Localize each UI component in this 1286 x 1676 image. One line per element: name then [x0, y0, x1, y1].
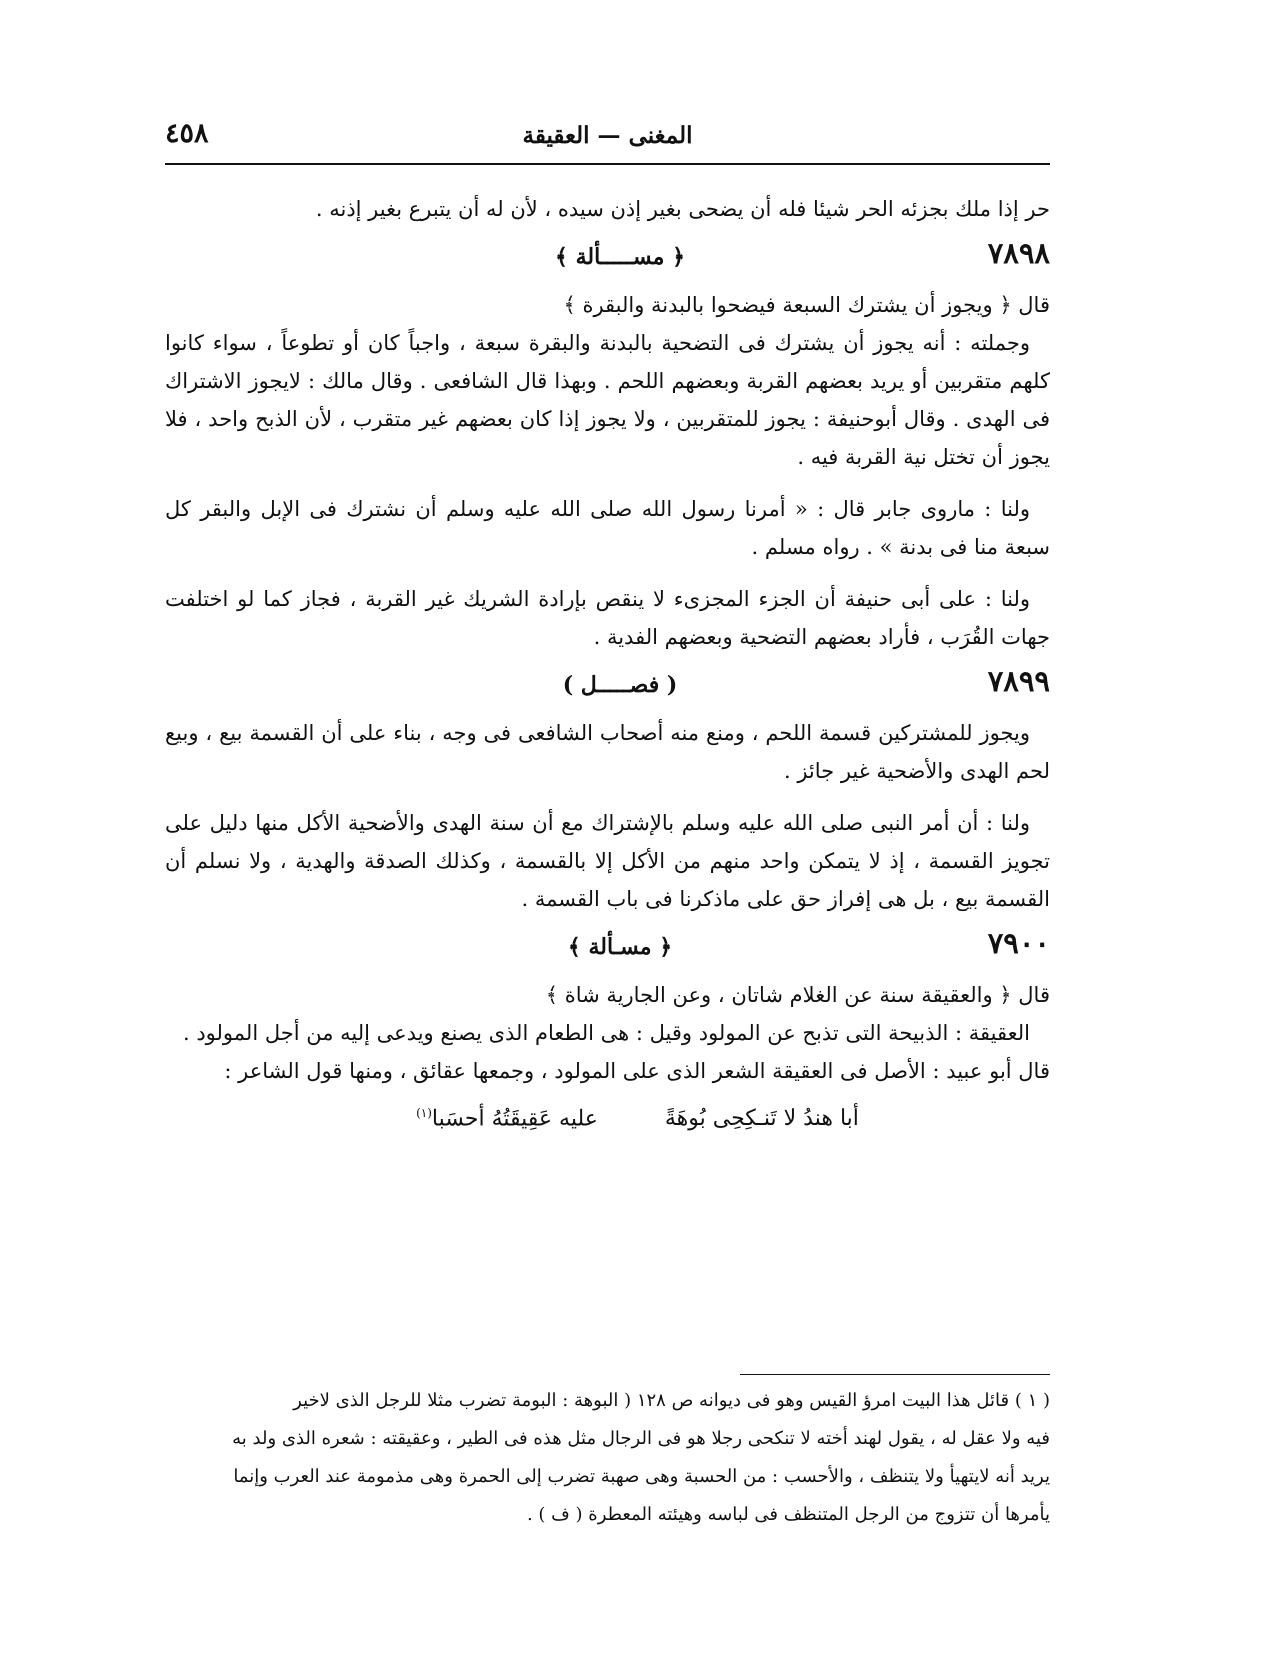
- paragraph: ويجوز للمشتركين قسمة اللحم ، ومنع منه أصحاب الشافعى فى وجه ، بناء على أن القسمة بيع ، وبيع لحم الهدى والأضحية غير جائز .: [165, 721, 1050, 783]
- page-number: ٤٥٨: [165, 118, 209, 149]
- verse-hemistich-2: عليه عَقِيقَتُهُ أحسَبا: [431, 1106, 598, 1132]
- paragraph: قال أبو عبيد : الأصل فى العقيقة الشعر الذى على المولود ، وجمعها عقائق ، ومنها قول الشاعر :: [224, 1059, 1050, 1083]
- footnote-line: يريد أنه لايتهيأ ولا يتنظف ، والأحسب : من الحسبة وهى صهبة تضرب إلى الحمرة وهى مذمومة عند العرب وإنما: [233, 1466, 1050, 1487]
- footnote-line: يأمرها أن تتزوج من الرجل المتنظف فى لباسه وهيئته المعطرة ( ف ) .: [526, 1504, 1050, 1525]
- verse-hemistich-1: أبا هندُ لا تَنـكِحِى بُوهَةً: [664, 1106, 859, 1132]
- section-heading-7898: [165, 228, 1050, 286]
- running-title: المغنى — العقيقة: [522, 122, 693, 149]
- paragraph: ولنا : على أبى حنيفة أن الجزء المجزىء لا ينقص بإرادة الشريك غير القربة ، فجاز كما لو اختلفت جهات القُرَب ، فأراد بعضهم التضحية وبعضهم الفدية .: [165, 587, 1050, 649]
- section-label: ﴿ مســـــألة ﴾: [555, 244, 685, 270]
- paragraph: العقيقة : الذبيحة التى تذبح عن المولود وقيل : هى الطعام الذى يصنع ويدعى إليه من أجل المولود .: [182, 1021, 1030, 1045]
- page-header: [165, 118, 1050, 158]
- paragraph: ولنا : أن أمر النبى صلى الله عليه وسلم بالإشتراك مع أن سنة الهدى والأضحية الأكل منها دليل على تجويز القسمة ، إذ لا يتمكن واحد منهم من الأكل إلا بالقسمة ، وكذلك الصدقة والهدية ، ولا نسلم أن القسمة بيع ، بل هى إفراز حق على ماذكرنا فى باب القسمة .: [165, 811, 1050, 911]
- section-label: ( فصـــــل ): [562, 672, 678, 698]
- footnote-line: ( ١ ) قائل هذا البيت امرؤ القيس وهو فى ديوانه ص ١٢٨ ( البوهة : البومة تضرب مثلا للرجل الذى لاخير: [293, 1390, 1050, 1411]
- paragraph: ولنا : ماروى جابر قال : « أمرنا رسول الله صلى الله عليه وسلم أن نشترك فى الإبل والبقر كل سبعة منا فى بدنة » . رواه مسلم .: [165, 497, 1050, 559]
- footnote-rule: [740, 1374, 1050, 1375]
- main-text: [165, 190, 1050, 1144]
- paragraph: حر إذا ملك بجزئه الحر شيئا فله أن يضحى بغير إذن سيده ، لأن له أن يتبرع بغير إذنه .: [315, 197, 1050, 221]
- section-heading-7899: [165, 656, 1050, 714]
- footnote-line: فيه ولا عقل له ، يقول لهند أخته لا تنكحى رجلا هو فى الرجال مثل هذه فى الطير ، وعقيقته : شعره الذى ولد به: [232, 1428, 1050, 1449]
- paragraph: قال ﴿ ويجوز أن يشترك السبعة فيضحوا بالبدنة والبقرة ﴾: [563, 293, 1050, 317]
- header-rule: [165, 163, 1050, 165]
- section-number: ٧٩٠٠: [987, 926, 1050, 960]
- paragraph: وجملته : أنه يجوز أن يشترك فى التضحية بالبدنة والبقرة سبعة ، واجباً كان أو تطوعاً ، سواء كانوا كلهم متقربين أو يريد بعضهم القربة وبعضهم اللحم . وبهذا قال الشافعى . وقال مالك : لايجوز الاشتراك فى الهدى . وقال أبوحنيفة : يجوز للمتقربين ، ولا يجوز إذا كان بعضهم غير متقرب ، لأن الذبح واحد ، فلا يجوز أن تختل نية القربة فيه .: [165, 331, 1050, 469]
- footnote: [165, 1382, 1050, 1534]
- poetry-verse: [165, 1094, 1050, 1138]
- section-number: ٧٨٩٩: [987, 664, 1050, 698]
- footnote-marker: (١): [416, 1106, 432, 1120]
- section-label: ﴿ مسـألة ﴾: [567, 934, 673, 960]
- section-heading-7900: [165, 918, 1050, 976]
- paragraph: قال ﴿ والعقيقة سنة عن الغلام شاتان ، وعن الجارية شاة ﴾: [545, 983, 1050, 1007]
- section-number: ٧٨٩٨: [987, 236, 1050, 270]
